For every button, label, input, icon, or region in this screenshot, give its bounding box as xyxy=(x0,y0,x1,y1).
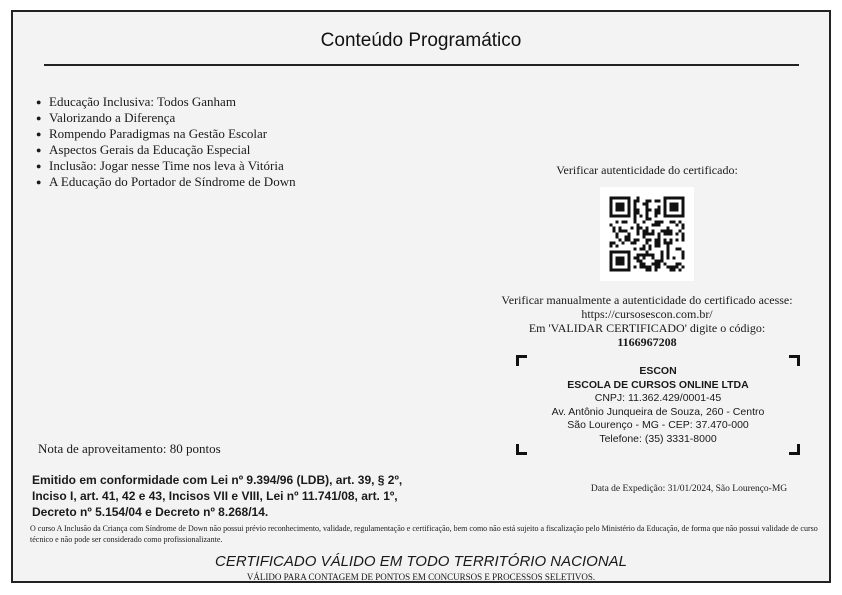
law-line: Emitido em conformidade com Lei nº 9.394/96 (LDB), art. 39, § 2º, xyxy=(32,473,403,487)
manual-instruction: Verificar manualmente a autenticidade do certificado acesse: xyxy=(501,293,793,307)
list-item: ● A Educação do Portador de Síndrome de Down xyxy=(36,174,296,190)
school-city: São Lourenço - MG - CEP: 37.470-000 xyxy=(567,419,749,431)
list-item: ● Valorizando a Diferença xyxy=(36,110,296,126)
list-item: ● Educação Inclusiva: Todos Ganham xyxy=(36,94,296,110)
school-address: Av. Antônio Junqueira de Souza, 260 - Centro xyxy=(551,405,765,418)
validity-substatement: VÁLIDO PARA CONTAGEM DE PONTOS EM CONCURSOS E PROCESSOS SELETIVOS. xyxy=(246,572,596,582)
school-phone: Telefone: (35) 3331-8000 xyxy=(599,432,717,445)
validation-instruction: Em 'VALIDAR CERTIFICADO' digite o código: xyxy=(528,321,766,335)
law-line: Decreto nº 5.154/04 e Decreto nº 8.268/14. xyxy=(32,505,269,519)
title-divider xyxy=(44,64,799,66)
topic-list xyxy=(36,94,296,190)
school-full-name: ESCOLA DE CURSOS ONLINE LTDA xyxy=(567,378,749,391)
school-short-name: ESCON xyxy=(639,365,677,377)
manual-verification xyxy=(490,293,804,349)
law-statement xyxy=(32,472,462,520)
validity-statement: CERTIFICADO VÁLIDO EM TODO TERRITÓRIO NACIONAL xyxy=(215,553,627,570)
verify-label: Verificar autenticidade do certificado: xyxy=(556,163,738,177)
grade-text: Nota de aproveitamento: 80 pontos xyxy=(38,441,221,456)
qr-code-graphic xyxy=(600,187,694,281)
school-cnpj: CNPJ: 11.362.429/0001-45 xyxy=(594,392,722,404)
disclaimer-note: O curso A Inclusão da Criança com Síndrome de Down não possui prévio reconhecimento, validade, regulamentação e certificação, bem como não está sujeito a fiscalização pelo Ministério da Educação, de forma que não possui validade de curso técnico e não pode ser considerado como profissionalizante. xyxy=(30,524,818,544)
issue-date: Data de Expedição: 31/01/2024, São Lourenço-MG xyxy=(590,484,788,494)
list-item: ● Aspectos Gerais da Educação Especial xyxy=(36,142,296,158)
law-line: Inciso I, art. 41, 42 e 43, Incisos VII e VIII, Lei nº 11.741/08, art. 1º, xyxy=(32,489,398,503)
list-item: ● Rompendo Paradigmas na Gestão Escolar xyxy=(36,126,296,142)
verification-code: 1166967208 xyxy=(617,335,677,349)
school-info xyxy=(520,365,796,446)
qr-code-icon[interactable] xyxy=(600,187,694,281)
page-title: Conteúdo Programático xyxy=(320,30,522,51)
list-item: ● Inclusão: Jogar nesse Time nos leva à Vitória xyxy=(36,158,296,174)
verification-url[interactable]: https://cursosescon.com.br/ xyxy=(581,307,713,321)
